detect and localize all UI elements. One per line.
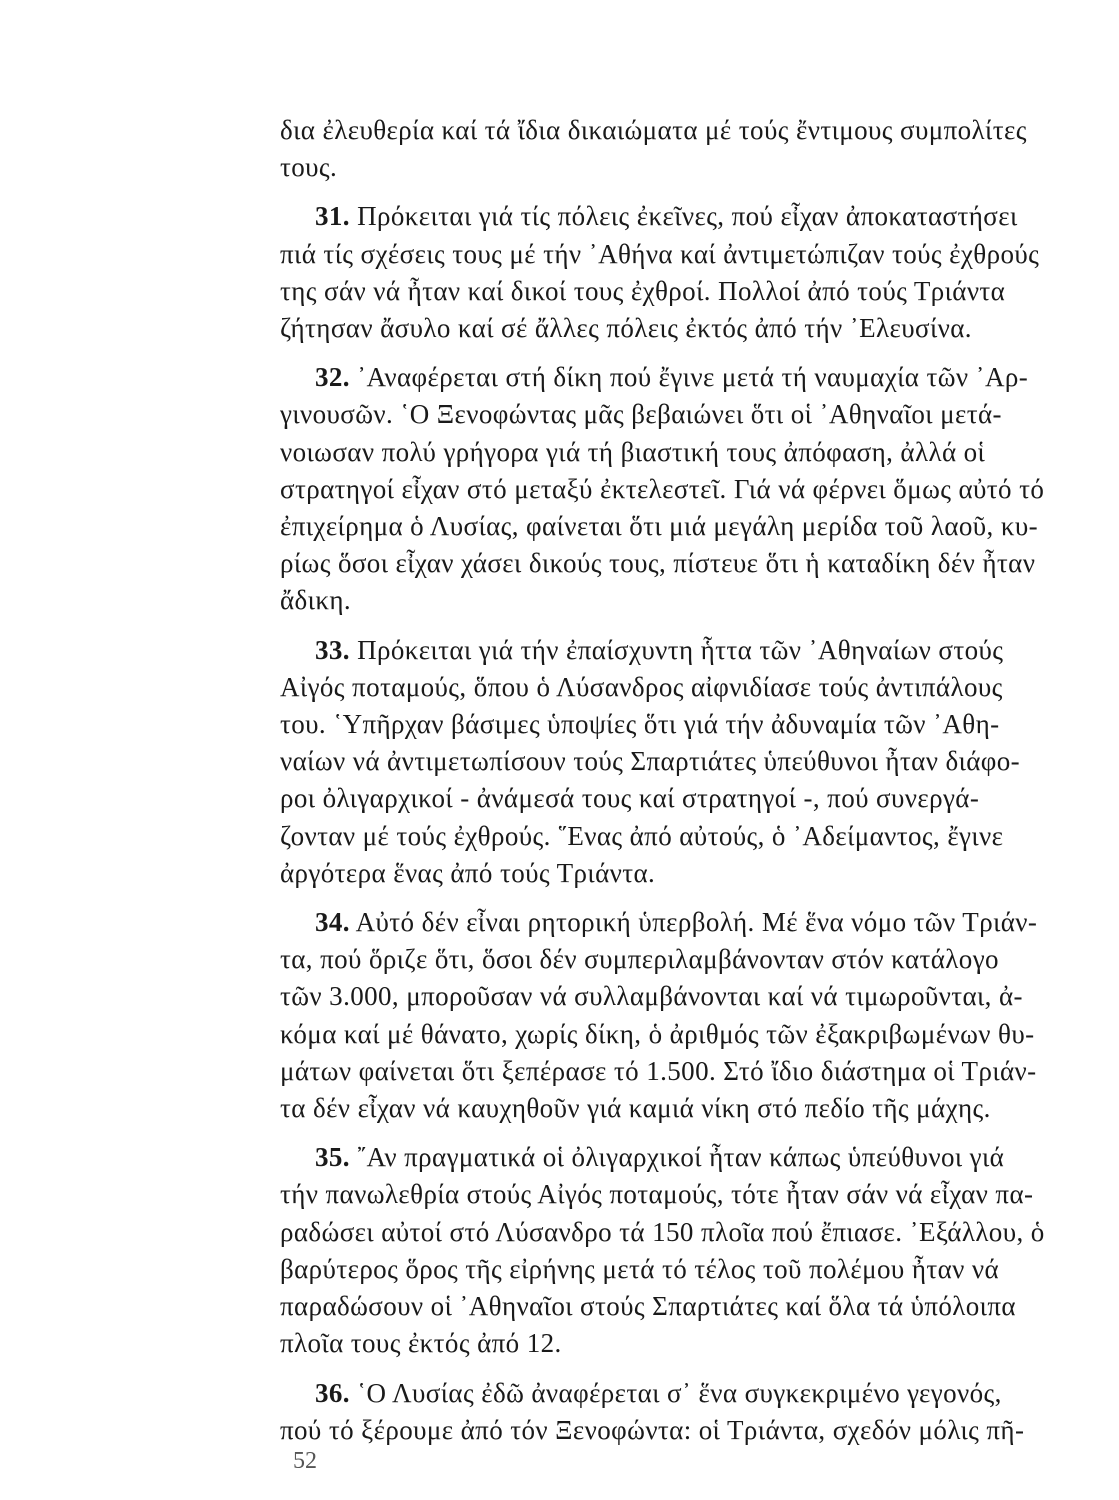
text-line: βαρύτερος ὅρος τῆς εἰρήνης μετά τό τέλος τοῦ πολέμου ἦταν νά: [280, 1253, 1000, 1284]
line-text: ᾿Αναφέρεται στή δίκη πού ἔγινε μετά τή ναυμαχία τῶν ᾿Αρ-: [349, 362, 1029, 393]
text-line: ραδώσει αὐτοί στό Λύσανδρο τά 150 πλοῖα πού ἔπιασε. ᾿Εξάλλου, ὁ: [280, 1216, 1045, 1247]
text-line: [280, 632, 1060, 669]
text-line: πλοῖα τους ἐκτός ἀπό 12.: [280, 1328, 562, 1359]
line-text: ῎Αν πραγματικά οἱ ὀλιγαρχικοί ἦταν κάπως ὑπεύθυνοι γιά: [349, 1142, 1005, 1173]
text-line: κόμα καί μέ θάνατο, χωρίς δίκη, ὁ ἀριθμός τῶν ἐξακριβωμένων θυ-: [280, 1018, 1035, 1049]
text-line: τους.: [280, 152, 338, 183]
note-number: 31.: [315, 201, 350, 232]
text-line: [280, 1375, 1060, 1412]
text-line: ροι ὀλιγαρχικοί - ἀνάμεσά τους καί στρατηγοί -, πού συνεργά-: [280, 783, 980, 814]
text-line: ρίως ὅσοι εἶχαν χάσει δικούς τους, πίστευε ὅτι ἡ καταδίκη δέν ἦταν: [280, 548, 1036, 579]
note-number: 33.: [315, 634, 350, 665]
text-line: τῶν 3.000, μποροῦσαν νά συλλαμβάνονται καί νά τιμωροῦνται, ἀ-: [280, 981, 1023, 1012]
text-line: μάτων φαίνεται ὅτι ξεπέρασε τό 1.500. Στό ἴδιο διάστημα οἱ Τριάν-: [280, 1055, 1037, 1086]
text-line: γινουσῶν. ῾Ο Ξενοφώντας μᾶς βεβαιώνει ὅτι οἱ ᾿Αθηναῖοι μετά-: [280, 399, 1002, 430]
line-text: ῾Ο Λυσίας ἐδῶ ἀναφέρεται σ᾿ ἕνα συγκεκριμένο γεγονός,: [349, 1377, 1002, 1408]
page-number: 52: [293, 1448, 317, 1474]
line-text: Πρόκειται γιά τίς πόλεις ἐκεῖνες, πού εἶχαν ἀποκαταστήσει: [349, 201, 1018, 232]
note-number: 35.: [315, 1142, 350, 1173]
paragraph-gap: [280, 620, 1060, 632]
paragraph-gap: [280, 1363, 1060, 1375]
note-number: 34.: [315, 907, 350, 938]
text-line: ζονταν μέ τούς ἐχθρούς. ῞Ενας ἀπό αὐτούς, ὁ ᾿Αδείμαντος, ἔγινε: [280, 820, 1004, 851]
paragraph-gap: [280, 347, 1060, 359]
line-text: Αὐτό δέν εἶναι ρητορική ὑπερβολή. Μέ ἕνα νόμο τῶν Τριάν-: [349, 907, 1038, 938]
text-line: [280, 904, 1060, 941]
text-line: [280, 359, 1060, 396]
text-line: Αἰγός ποταμούς, ὅπου ὁ Λύσανδρος αἰφνιδίασε τούς ἀντιπάλους: [280, 671, 1003, 702]
text-line: ναίων νά ἀντιμετωπίσουν τούς Σπαρτιάτες ὑπεύθυνοι ἦταν διάφο-: [280, 746, 1021, 777]
text-line: τα δέν εἶχαν νά καυχηθοῦν γιά καμιά νίκη στό πεδίο τῆς μάχης.: [280, 1093, 991, 1124]
paragraph-gap: [280, 892, 1060, 904]
note-number: 32.: [315, 362, 350, 393]
text-line: της σάν νά ἦταν καί δικοί τους ἐχθροί. Πολλοί ἀπό τούς Τριάντα: [280, 275, 1006, 306]
text-line: πιά τίς σχέσεις τους μέ τήν ᾿Αθήνα καί ἀντιμετώπιζαν τούς ἐχθρούς: [280, 238, 1040, 269]
text-line: νοιωσαν πολύ γρήγορα γιά τή βιαστική τους ἀπόφαση, ἀλλά οἱ: [280, 436, 986, 467]
text-line: παραδώσουν οἱ ᾿Αθηναῖοι στούς Σπαρτιάτες καί ὅλα τά ὑπόλοιπα: [280, 1291, 1016, 1322]
text-line: ἄδικη.: [280, 585, 352, 616]
text-line: ἀργότερα ἕνας ἀπό τούς Τριάντα.: [280, 857, 656, 888]
text-line: ζήτησαν ἄσυλο καί σέ ἄλλες πόλεις ἐκτός ἀπό τήν ᾿Ελευσίνα.: [280, 313, 972, 344]
text-line: τήν πανωλεθρία στούς Αἰγός ποταμούς, τότε ἦταν σάν νά εἶχαν πα-: [280, 1179, 1034, 1210]
text-line: ἐπιχείρημα ὁ Λυσίας, φαίνεται ὅτι μιά μεγάλη μερίδα τοῦ λαοῦ, κυ-: [280, 511, 1039, 542]
text-line: δια ἐλευθερία καί τά ἴδια δικαιώματα μέ τούς ἔντιμους συμπολίτες: [280, 115, 1027, 145]
text-line: [280, 1139, 1060, 1176]
text-line: [280, 198, 1060, 235]
text-line: του. ῾Υπῆρχαν βάσιμες ὑποψίες ὅτι γιά τήν ἀδυναμία τῶν ᾿Αθη-: [280, 709, 1000, 740]
text-body: [280, 112, 1060, 1449]
text-line: στρατηγοί εἶχαν στό μεταξύ ἐκτελεστεῖ. Γιά νά φέρνει ὅμως αὐτό τό: [280, 473, 1045, 504]
text-line: πού τό ξέρουμε ἀπό τόν Ξενοφώντα: οἱ Τριάντα, σχεδόν μόλις πῆ-: [280, 1414, 1025, 1445]
paragraph-gap: [280, 1127, 1060, 1139]
text-line: τα, πού ὅριζε ὅτι, ὅσοι δέν συμπεριλαμβάνονταν στόν κατάλογο: [280, 944, 999, 975]
note-number: 36.: [315, 1377, 350, 1408]
paragraph-gap: [280, 186, 1060, 198]
line-text: Πρόκειται γιά τήν ἐπαίσχυντη ἧττα τῶν ᾿Αθηναίων στούς: [349, 634, 1004, 665]
